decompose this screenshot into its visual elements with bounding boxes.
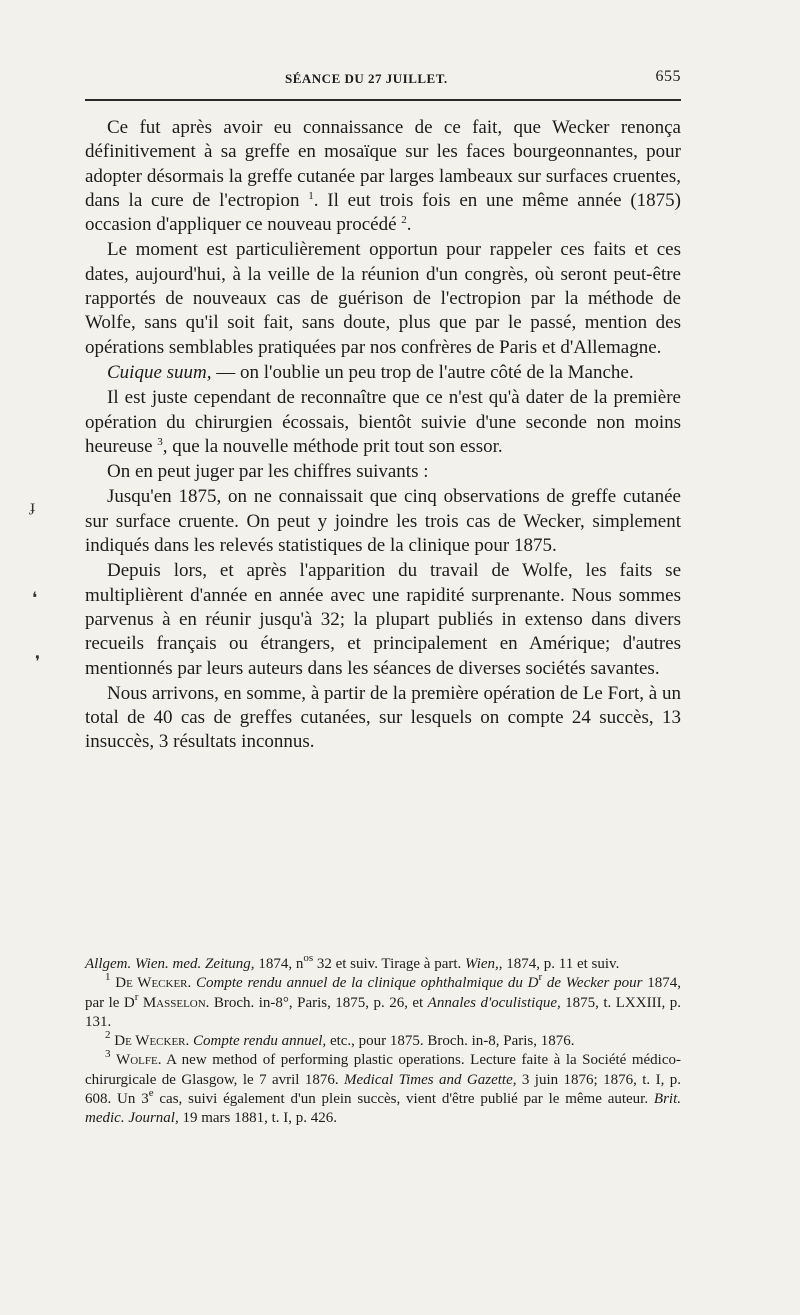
running-head-title: SÉANCE DU 27 JUILLET. [285, 71, 448, 86]
margin-mark: ɟ [30, 498, 36, 515]
footnote-1: $^1$ De Wecker. Compte rendu annuel de la clinique ophthalmique du $D^r$ de Wecker pour 1874, par le $D^r$ Masselon. Broch. in-8°, Paris, 1875, p. 26, et Annales d'oculistique, 1875, t. LXXIII, p. 131. [85, 971, 682, 1030]
paragraph-7: Depuis lors, et après l'apparition du travail de Wolfe, les faits se multiplièrent d'année en année avec une rapidité surprenante. Nous sommes parvenus à en réunir jusqu'à 32; la plupart publiés in extenso dans divers recueils français ou étrangers, et principalement en Amérique; d'autres mentionnés par leurs auteurs dans les séances de diverses sociétés savantes. [85, 560, 681, 679]
footnote-ref-3: 3 [157, 435, 163, 448]
footnote-continued: Allgem. Wien. med. Zeitung, 1874, $n^{os}$ 32 et suiv. Tirage à part. Wien,, 1874, p. 11 et suiv. [85, 952, 620, 972]
paragraph-6: Jusqu'en 1875, on ne connaissait que cinq observations de greffe cutanée sur surface cruente. On peut y joindre les trois cas de Wecker, simplement indiqués dans les relevés statistiques de la clinique pour 1875. [85, 486, 681, 557]
footnotes [85, 952, 682, 1129]
paragraph-5: On en peut juger par les chiffres suivants : [107, 461, 429, 483]
footnote-3: $^3$ Wolfe. A new method of performing plastic operations. Lecture faite à la Société médico-chirurgicale de Glasgow, le 7 avril 1876. Medical Times and Gazette, 3 juin 1876; 1876, t. I, p. 608. Un 3e cas, suivi également d'un plein succès, vient d'être publié par le même auteur. Brit. medic. Journal, 19 mars 1881, t. I, p. 426. [85, 1048, 682, 1127]
page-number: 655 [655, 68, 681, 85]
margin-mark: ❛ [32, 590, 38, 607]
footnote-ref-1: 1 [308, 189, 314, 202]
paragraph-4: Il est juste cependant de reconnaître que ce n'est qu'à dater de la première opération du chirurgien écossais, bientôt suivie d'une seconde non moins heureuse $^3$, que la nouvelle méthode prit tout son essor. [85, 387, 681, 457]
footnote-2: $^2$ De Wecker. Compte rendu annuel, etc., pour 1875. Broch. in-8, Paris, 1876. [105, 1029, 575, 1050]
paragraph-2: Le moment est particulièrement opportun pour rappeler ces faits et ces dates, aujourd'hui, à la veille de la réunion d'un congrès, où seront peut-être rapportés de nouveaux cas de guérison de l'ectropion par la méthode de Wolfe, sans qu'il soit fait, sans doute, plus que par le passé, mention des opérations semblables pratiquées par nos confrères de Paris et d'Allemagne. [85, 239, 681, 358]
header-rule [85, 99, 681, 101]
paragraph-1: Ce fut après avoir eu connaissance de ce fait, que Wecker renonça définitivement à sa greffe en mosaïque sur les faces bourgeonnantes, pour adopter désormais la greffe cutanée par larges lambeaux sur surfaces cruentes, dans la cure de l'ectropion $^1$. Il eut trois fois en une même année (1875) occasion d'appliquer ce nouveau procédé $^2$. [85, 117, 681, 236]
running-head [85, 66, 681, 90]
margin-mark: ❜ [35, 654, 41, 671]
body-text [85, 116, 681, 755]
paragraph-8: Nous arrivons, en somme, à partir de la première opération de Le Fort, à un total de 40 cas de greffes cutanées, sur lesquels on compte 24 succès, 13 insuccès, 3 résultats inconnus. [85, 682, 681, 753]
footnote-ref-2: 2 [401, 214, 407, 227]
paragraph-3: Cuique suum, — on l'oublie un peu trop de l'autre côté de la Manche. [107, 361, 634, 383]
